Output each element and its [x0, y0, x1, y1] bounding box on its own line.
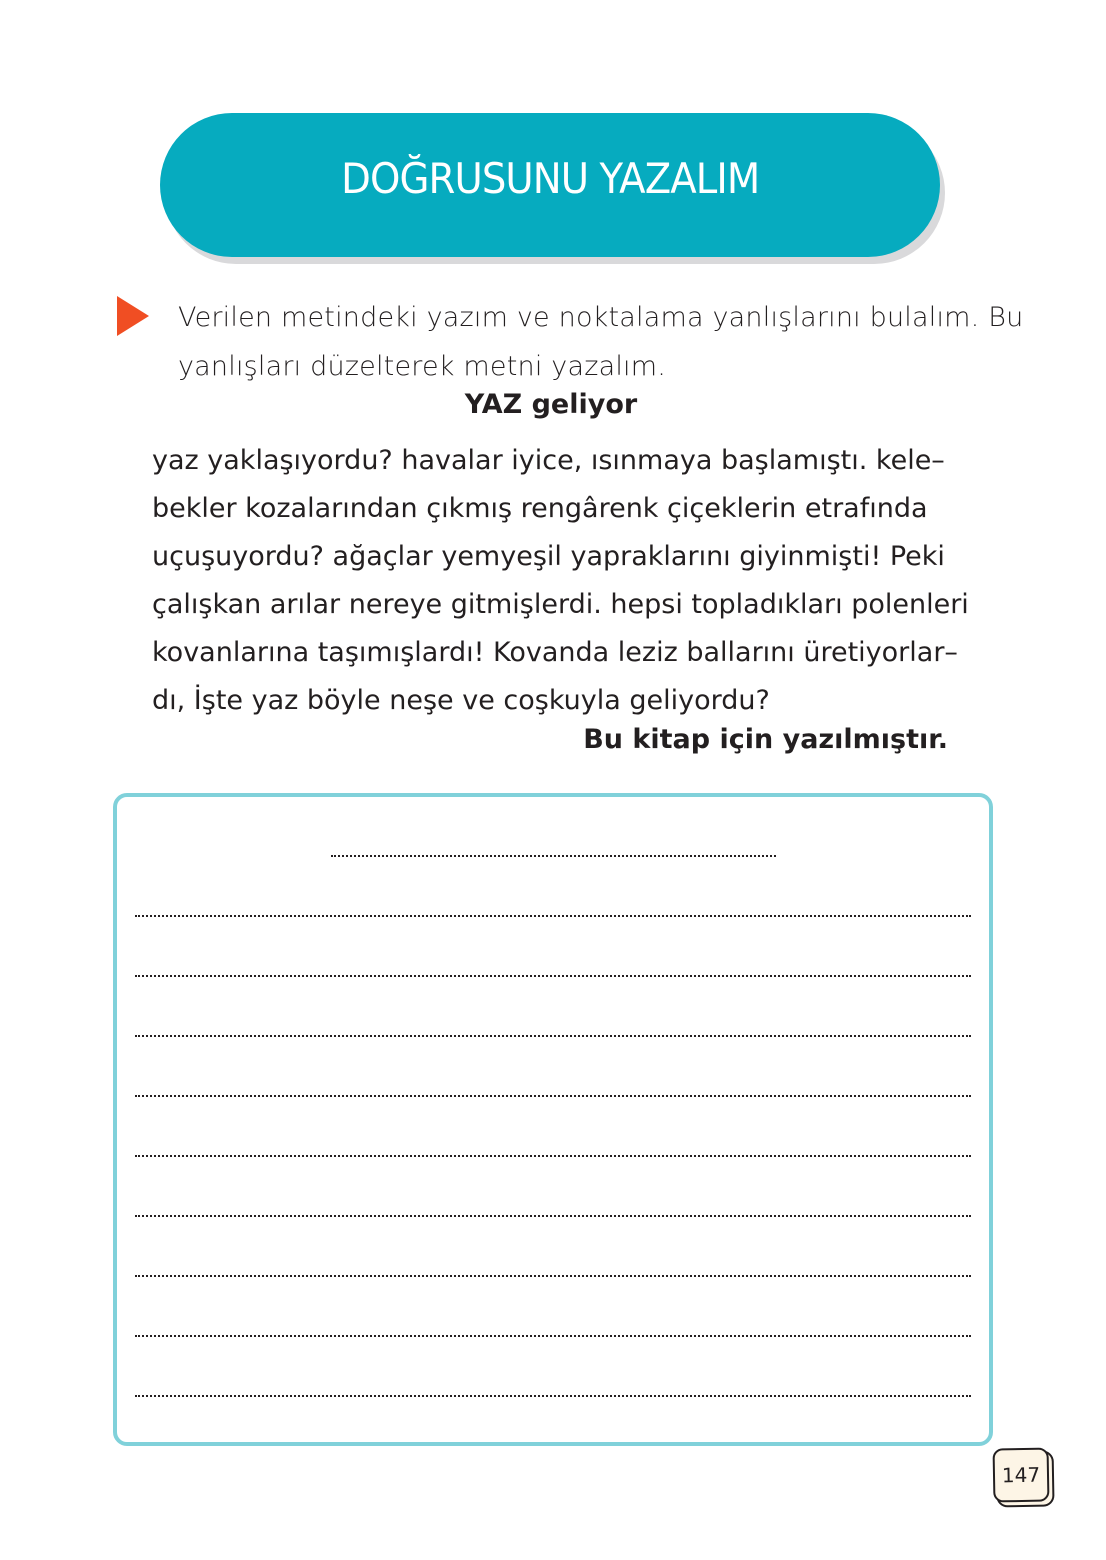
answer-line[interactable] — [135, 915, 971, 917]
story-line: uçuşuyordu? ağaçlar yemyeşil yapraklarını giyinmişti! Peki — [152, 541, 945, 572]
answer-line[interactable] — [135, 975, 971, 977]
instruction-line: Verilen metindeki yazım ve noktalama yanlışlarını bulalım. Bu — [178, 302, 1024, 333]
story-line: yaz yaklaşıyordu? havalar iyice, ısınmaya başlamıştı. kele– — [152, 445, 945, 476]
story-title — [0, 389, 1106, 420]
story-line: bekler kozalarından çıkmış rengârenk çiçeklerin etrafında — [152, 493, 928, 524]
answer-line[interactable] — [135, 1335, 971, 1337]
answer-title-line[interactable] — [331, 855, 776, 857]
page-number — [993, 1448, 1050, 1503]
answer-line[interactable] — [135, 1215, 971, 1217]
story-title-text: YAZ geliyor — [464, 389, 638, 420]
source-credit: Bu kitap için yazılmıştır. — [583, 724, 948, 755]
story-line: kovanlarına taşımışlardı! Kovanda leziz ballarını üretiyorlar– — [152, 637, 958, 668]
page-number-text: 147 — [1001, 1462, 1041, 1488]
answer-line[interactable] — [135, 1275, 971, 1277]
section-title: DOĞRUSUNU YAZALIM — [340, 153, 760, 203]
story-line: dı, İşte yaz böyle neşe ve coşkuyla geliyordu? — [152, 685, 770, 716]
instruction-text — [178, 293, 1024, 391]
play-triangle-icon — [117, 296, 149, 336]
instruction-line: yanlışları düzelterek metni yazalım. — [178, 351, 667, 382]
story-text — [152, 437, 982, 725]
answer-line[interactable] — [135, 1035, 971, 1037]
story-line: çalışkan arılar nereye gitmişlerdi. hepsi topladıkları polenleri — [152, 589, 969, 620]
answer-box[interactable] — [113, 793, 993, 1446]
answer-line[interactable] — [135, 1155, 971, 1157]
section-banner — [160, 113, 940, 257]
answer-line[interactable] — [135, 1095, 971, 1097]
answer-line[interactable] — [135, 1395, 971, 1397]
